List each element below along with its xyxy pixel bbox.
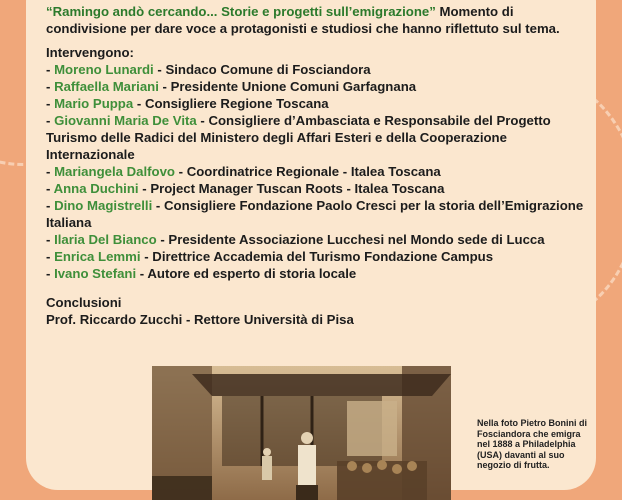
list-dash: -	[46, 266, 55, 281]
speaker-role: Direttrice Accademia del Turismo Fondazione Campus	[152, 249, 494, 264]
speakers-list	[46, 61, 594, 282]
conclusions-heading: Conclusioni	[46, 295, 122, 310]
intro-text: Momento di condivisione per dare voce a protagonisti e studiosi che hanno riflettuto sul tema.	[46, 4, 560, 36]
list-separator: -	[152, 198, 164, 213]
speaker-role: Presidente Associazione Lucchesi nel Mondo sede di Lucca	[168, 232, 545, 247]
speaker-role: Coordinatrice Regionale - Italea Toscana	[186, 164, 441, 179]
list-dash: -	[46, 198, 55, 213]
speaker-item	[46, 265, 594, 282]
speaker-item	[46, 61, 594, 78]
list-dash: -	[46, 79, 55, 94]
speaker-item	[46, 197, 594, 231]
conclusions-text: Prof. Riccardo Zucchi - Rettore Università di Pisa	[46, 312, 354, 327]
speaker-name: Mario Puppa	[54, 96, 134, 111]
speaker-item	[46, 248, 594, 265]
speaker-name: Ilaria Del Bianco	[54, 232, 157, 247]
list-dash: -	[46, 62, 55, 77]
list-dash: -	[46, 249, 55, 264]
speaker-item	[46, 231, 594, 248]
intro-paragraph	[46, 3, 594, 37]
speakers-heading: Intervengono:	[46, 45, 134, 60]
speaker-name: Enrica Lemmi	[54, 249, 141, 264]
speaker-item	[46, 78, 594, 95]
speaker-name: Dino Magistrelli	[54, 198, 153, 213]
speaker-name: Mariangela Dalfovo	[54, 164, 175, 179]
speaker-item	[46, 95, 594, 112]
list-separator: -	[196, 113, 209, 128]
speaker-name: Anna Duchini	[53, 181, 139, 196]
speaker-item	[46, 112, 594, 163]
list-separator: -	[158, 79, 171, 94]
speaker-item	[46, 163, 594, 180]
historic-shop-photo	[152, 366, 451, 500]
speaker-role: Autore ed esperto di storia locale	[147, 266, 357, 281]
list-dash: -	[46, 232, 55, 247]
list-separator: -	[133, 96, 145, 111]
list-dash: -	[46, 113, 55, 128]
list-dash: -	[46, 96, 55, 111]
speaker-name: Ivano Stefani	[54, 266, 137, 281]
photo-caption: Nella foto Pietro Bonini di Fosciandora che emigra nel 1888 a Philadelphia (USA) davanti al suo negozio di frutta.	[477, 418, 587, 470]
speaker-role: Consigliere d’Ambasciata e Responsabile del Progetto Turismo delle Radici del Ministero degli Affari Esteri e della Cooperazione Internazionale	[46, 113, 551, 162]
speaker-role: Consigliere Fondazione Paolo Cresci per la storia dell’Emigrazione Italiana	[46, 198, 584, 230]
list-separator: -	[136, 266, 148, 281]
speaker-name: Raffaella Mariani	[54, 79, 159, 94]
event-program	[46, 3, 594, 328]
list-dash: -	[46, 164, 55, 179]
speaker-role: Project Manager Tuscan Roots - Italea Toscana	[150, 181, 445, 196]
speaker-role: Sindaco Comune di Fosciandora	[165, 62, 371, 77]
speaker-role: Presidente Unione Comuni Garfagnana	[170, 79, 417, 94]
speaker-name: Giovanni Maria De Vita	[54, 113, 197, 128]
list-separator: -	[138, 181, 151, 196]
list-separator: -	[174, 164, 187, 179]
list-separator: -	[153, 62, 166, 77]
list-dash: -	[46, 181, 54, 196]
speaker-role: Consigliere Regione Toscana	[144, 96, 329, 111]
speaker-item	[46, 180, 594, 197]
list-separator: -	[140, 249, 153, 264]
speaker-name: Moreno Lunardi	[54, 62, 154, 77]
list-separator: -	[156, 232, 169, 247]
event-title-quote: “Ramingo andò cercando... Storie e progetti sull’emigrazione”	[46, 4, 436, 19]
